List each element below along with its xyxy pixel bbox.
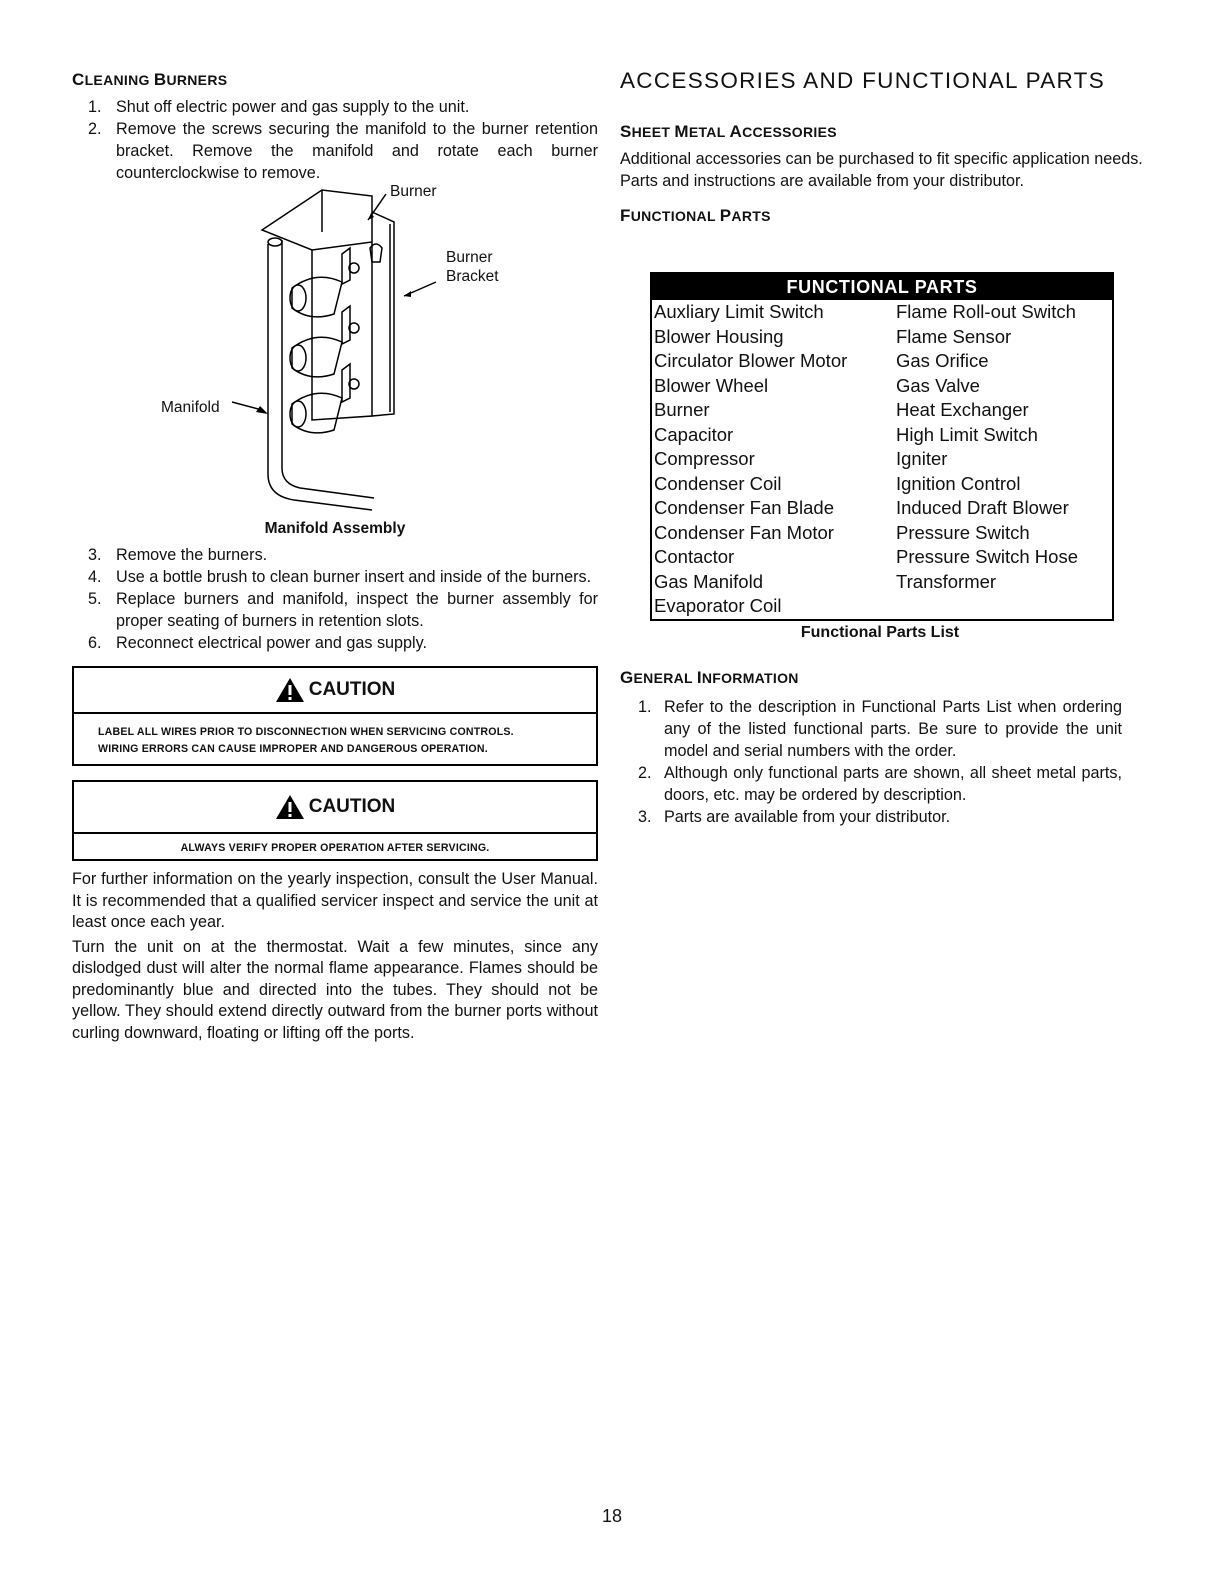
manifold-illustration (72, 184, 598, 512)
paragraph-inspection: For further information on the yearly inspection, consult the User Manual. It is recommended that a qualified servicer inspect and service the unit at least once each year. (72, 870, 598, 931)
table-cell: High Limit Switch (896, 423, 1038, 445)
paragraph-flame: Turn the unit on at the thermostat. Wait a few minutes, since any dislodged dust will alter the normal flame appearance. Flames should be predominantly blue and directed into the tubes. They should not be yellow. They should extend directly outward from the burner ports without curling downward, floating or lifting off the ports. (72, 937, 598, 1042)
table-cell: Blower Housing (654, 325, 784, 347)
general-information-section (620, 668, 1122, 828)
table-cell: Induced Draft Blower (896, 497, 1069, 518)
list-item: 1. Refer to the description in Functional Parts List when ordering any of the listed functional parts. Be sure to provide the unit model and serial numbers with the order. (638, 698, 1122, 760)
list-item: 3. Remove the burners. (88, 546, 268, 564)
table-cell: Burner (654, 399, 710, 420)
table-cell: Condenser Coil (654, 472, 782, 494)
warning-triangle-icon (275, 676, 305, 704)
caution-box-wiring (72, 666, 598, 766)
table-caption: Functional Parts List (800, 624, 960, 641)
table-cell: Auxliary Limit Switch (654, 301, 824, 322)
list-item: 1. Shut off electric power and gas supply to the unit. (88, 98, 470, 116)
section-title: ACCESSORIES AND FUNCTIONAL PARTS (620, 68, 1106, 93)
general-info-list (620, 696, 1122, 828)
table-cell: Gas Manifold (654, 570, 763, 592)
caution-header (74, 668, 596, 714)
table-body (652, 300, 1112, 619)
list-item: 6. Reconnect electrical power and gas supply. (88, 634, 428, 652)
table-cell: Flame Sensor (896, 325, 1012, 347)
heading-sheet-metal-accessories: SHEET METAL ACCESSORIES (620, 122, 837, 141)
table-cell: Flame Roll-out Switch (896, 301, 1076, 322)
steps-list-a (72, 96, 598, 184)
table-cell: Capacitor (654, 423, 734, 445)
right-column (620, 68, 1152, 826)
table-cell: Evaporator Coil (654, 595, 782, 616)
table-cell: Heat Exchanger (896, 399, 1029, 420)
caution-box-verify (72, 780, 598, 861)
functional-parts-table (650, 272, 1114, 621)
caution-header (74, 782, 596, 834)
manifold-assembly-figure (72, 184, 598, 512)
list-item: 4. Use a bottle brush to clean burner insert and inside of the burners. (88, 568, 592, 586)
table-cell (896, 594, 1114, 619)
caution-text: ALWAYS VERIFY PROPER OPERATION AFTER SERVICING. (180, 842, 490, 854)
table-cell: Ignition Control (896, 472, 1021, 494)
figure-caption: Manifold Assembly (264, 520, 406, 537)
table-cell: Condenser Fan Blade (654, 497, 834, 518)
table-cell: Igniter (896, 448, 948, 469)
table-cell: Circulator Blower Motor (654, 350, 848, 371)
heading-general-information: GENERAL INFORMATION (620, 668, 799, 687)
paragraph-accessories: Additional accessories can be purchased to fit specific application needs. Parts and instructions are available from your distributor. (620, 150, 1143, 190)
table-cell: Gas Orifice (896, 350, 989, 371)
table-cell: Condenser Fan Motor (654, 521, 834, 543)
label-manifold: Manifold (161, 399, 220, 416)
heading-functional-parts: FUNCTIONAL PARTS (620, 206, 771, 225)
list-item: 5. Replace burners and manifold, inspect the burner assembly for proper seating of burners in retention slots. (88, 590, 598, 630)
label-burner: Burner (390, 183, 437, 200)
table-cell: Contactor (654, 546, 735, 567)
label-burner-bracket-2: Bracket (446, 268, 499, 285)
list-item: 3. Parts are available from your distributor. (638, 808, 951, 826)
caution-word: CAUTION (308, 796, 396, 817)
table-cell: Pressure Switch Hose (896, 546, 1078, 567)
table-cell: Gas Valve (896, 374, 980, 396)
warning-triangle-icon (275, 793, 305, 821)
table-cell: Pressure Switch (896, 521, 1030, 543)
steps-list-b (72, 544, 598, 654)
table-cell: Blower Wheel (654, 374, 769, 396)
heading-cleaning-burners: CLEANING BURNERS (72, 70, 228, 89)
left-column (72, 70, 598, 1044)
list-item: 2. Although only functional parts are shown, all sheet metal parts, doors, etc. may be ordered by description. (638, 764, 1122, 804)
table-cell: Transformer (896, 570, 997, 592)
caution-word: CAUTION (308, 679, 396, 700)
table-cell: Compressor (654, 448, 755, 469)
caution-text: LABEL ALL WIRES PRIOR TO DISCONNECTION WHEN SERVICING CONTROLS. WIRING ERRORS CAN CAUSE IMPROPER AND DANGEROUS OPERATION. (98, 726, 514, 755)
table-header: FUNCTIONAL PARTS (652, 274, 1112, 300)
label-burner-bracket-1: Burner (446, 249, 493, 266)
list-item: 2. Remove the screws securing the manifold to the burner retention bracket. Remove the manifold and rotate each burner counterclockwise to remove. (88, 120, 598, 182)
page-number: 18 (601, 1506, 623, 1526)
